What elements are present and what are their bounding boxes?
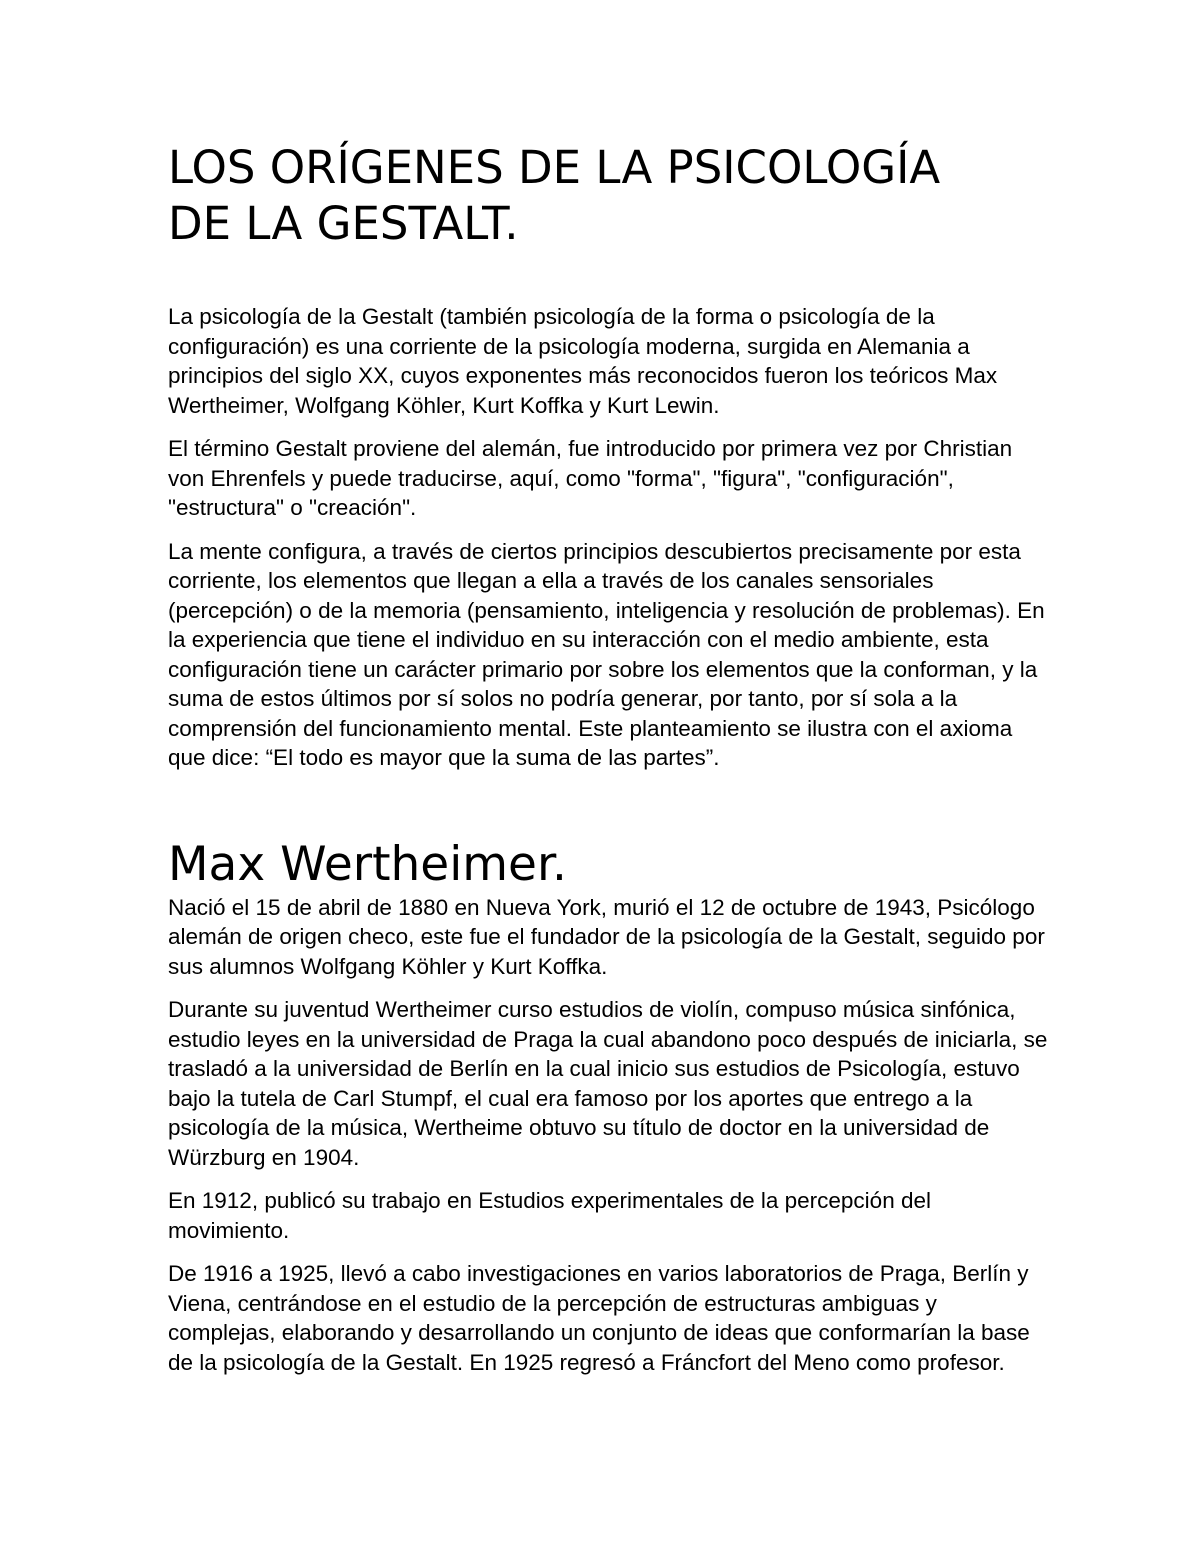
document-title-line-1: LOS ORÍGENES DE LA PSICOLOGÍA [168, 141, 941, 194]
intro-paragraph-2: El término Gestalt proviene del alemán, fue introducido por primera vez por Christian von Ehrenfels y puede traducirse, aquí, como "forma", "figura", "configuración", "estructura" o "creación". [168, 436, 1013, 520]
wertheimer-paragraph-1: Nació el 15 de abril de 1880 en Nueva York, murió el 12 de octubre de 1943, Psicólogo alemán de origen checo, este fue el fundador de la psicología de la Gestalt, seguido por sus alumnos Wolfgang Köhler y Kurt Koffka. [168, 894, 1045, 979]
document-title [168, 140, 1048, 252]
wertheimer-paragraph-2: Durante su juventud Wertheimer curso estudios de violín, compuso música sinfónica, estudio leyes en la universidad de Praga la cual abandono poco después de iniciarla, se trasladó a la universidad de Berlín en la cual inicio sus estudios de Psicología, estuvo bajo la tutela de Carl Stumpf, el cual era famoso por los aportes que entrego a la psicología de la música, Wertheime obtuvo su título de doctor en la universidad de Würzburg en 1904. [168, 997, 1048, 1170]
document-body [168, 140, 1048, 1377]
wertheimer-paragraph-4: De 1916 a 1925, llevó a cabo investigaciones en varios laboratorios de Praga, Berlín y Viena, centrándose en el estudio de la percepción de estructuras ambiguas y complejas, elaborando y desarrollando un conjunto de ideas que conformarían la base de la psicología de la Gestalt. En 1925 regresó a Fráncfort del Meno como profesor. [168, 1261, 1030, 1375]
document-title-line-2: DE LA GESTALT. [168, 197, 519, 250]
intro-paragraph-3: La mente configura, a través de ciertos principios descubiertos precisamente por esta corriente, los elementos que llegan a ella a través de los canales sensoriales (percepción) o de la memoria (pensamiento, inteligencia y resolución de problemas). En la experiencia que tiene el individuo en su interacción con el medio ambiente, esta configuración tiene un carácter primario por sobre los elementos que la conforman, y la suma de estos últimos por sí solos no podría generar, por tanto, por sí sola a la comprensión del funcionamiento mental. Este planteamiento se ilustra con el axioma que dice: “El todo es mayor que la suma de las partes”. [168, 538, 1045, 770]
wertheimer-paragraph-3: En 1912, publicó su trabajo en Estudios experimentales de la percepción del movimiento. [168, 1188, 931, 1243]
section-heading-max-wertheimer: Max Wertheimer. [168, 836, 567, 892]
intro-paragraph-1: La psicología de la Gestalt (también psicología de la forma o psicología de la configuración) es una corriente de la psicología moderna, surgida en Alemania a principios del siglo XX, cuyos exponentes más reconocidos fueron los teóricos Max Wertheimer, Wolfgang Köhler, Kurt Koffka y Kurt Lewin. [168, 304, 998, 418]
